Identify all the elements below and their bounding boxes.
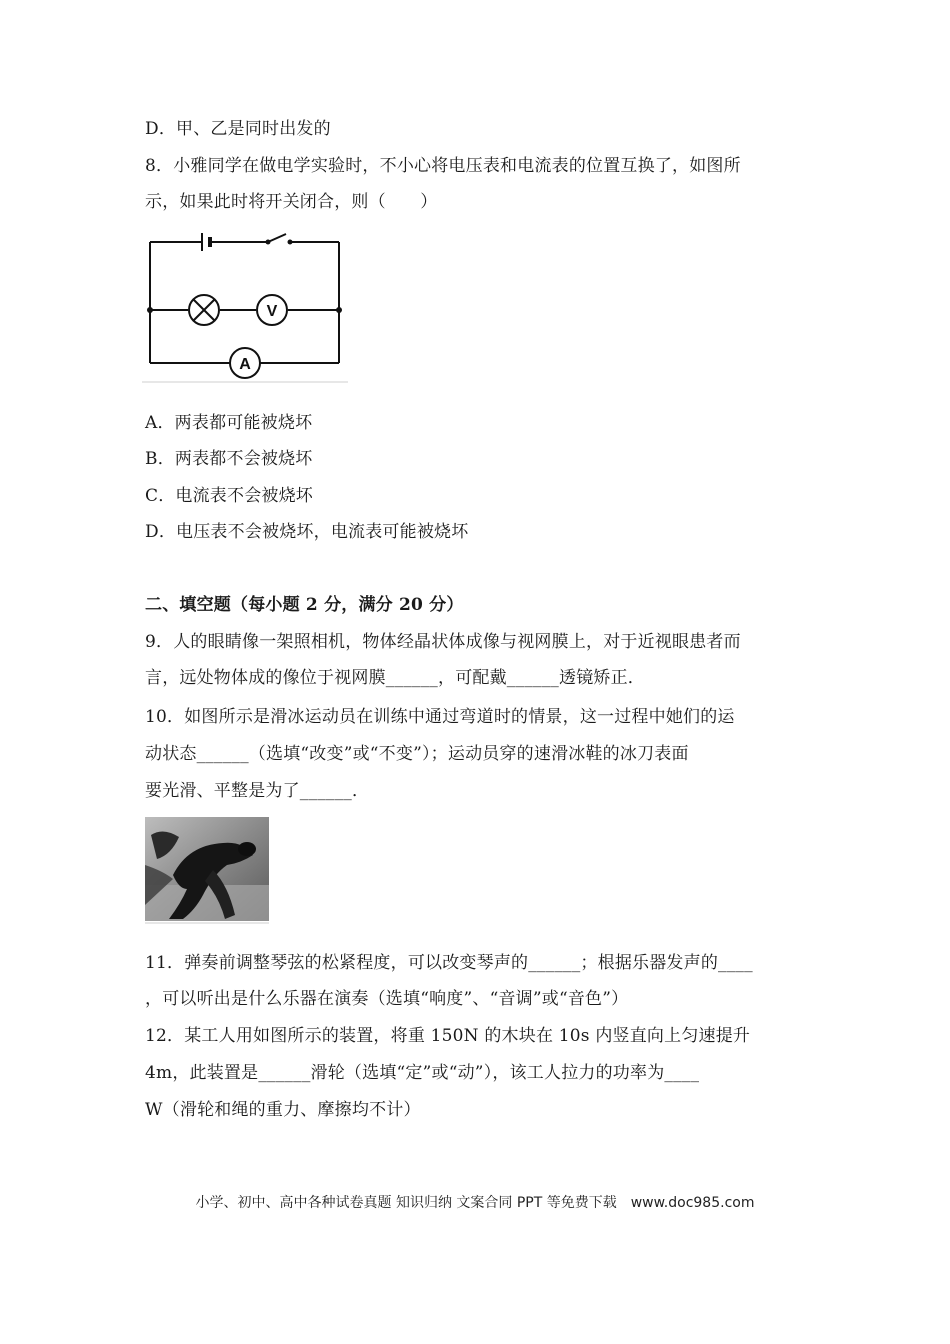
question-12-line-1: 12．某工人用如图所示的装置，将重 150N 的木块在 10s 内竖直向上匀速提升 — [145, 1026, 751, 1046]
question-8-line-1: 8．小雅同学在做电学实验时，不小心将电压表和电流表的位置互换了，如图所 — [145, 156, 741, 176]
option-b: B．两表都不会被烧坏 — [145, 449, 313, 469]
option-a: A．两表都可能被烧坏 — [145, 413, 313, 433]
option-c: C．电流表不会被烧坏 — [145, 486, 314, 506]
line-d-option: D．甲、乙是同时出发的 — [145, 119, 331, 139]
question-9-line-1: 9．人的眼睛像一架照相机，物体经晶状体成像与视网膜上，对于近视眼患者而 — [145, 632, 741, 652]
speed-skater-photo — [143, 815, 271, 925]
circuit-diagram — [140, 225, 355, 385]
page-footer: 小学、初中、高中各种试卷真题 知识归纳 文案合同 PPT 等免费下载 www.doc985.com — [195, 1195, 755, 1211]
question-10-line-3: 要光滑、平整是为了______． — [145, 781, 370, 801]
question-12-line-3: W（滑轮和绳的重力、摩擦均不计） — [145, 1100, 421, 1120]
voltmeter-label: V — [266, 303, 278, 320]
question-9-line-2: 言，远处物体成的像位于视网膜______，可配戴______透镜矫正． — [145, 668, 645, 688]
question-10-line-1: 10．如图所示是滑冰运动员在训练中通过弯道时的情景，这一过程中她们的运 — [145, 707, 735, 727]
ammeter-label: A — [239, 356, 251, 373]
question-12-line-2: 4m，此装置是______滑轮（选填“定”或“动”），该工人拉力的功率为____ — [145, 1063, 700, 1083]
question-8-line-2: 示，如果此时将开关闭合，则（ ） — [145, 192, 438, 212]
option-d: D．电压表不会被烧坏，电流表可能被烧坏 — [145, 522, 469, 542]
question-11-line-2: ，可以听出是什么乐器在演奏（选填“响度”、“音调”或“音色”） — [145, 989, 629, 1009]
section-heading: 二、填空题（每小题 2 分，满分 20 分） — [145, 595, 464, 615]
question-11-line-1: 11．弹奏前调整琴弦的松紧程度，可以改变琴声的______；根据乐器发声的____ — [145, 953, 753, 973]
question-10-line-2: 动状态______（选填“改变”或“不变”）；运动员穿的速滑冰鞋的冰刀表面 — [145, 744, 689, 764]
